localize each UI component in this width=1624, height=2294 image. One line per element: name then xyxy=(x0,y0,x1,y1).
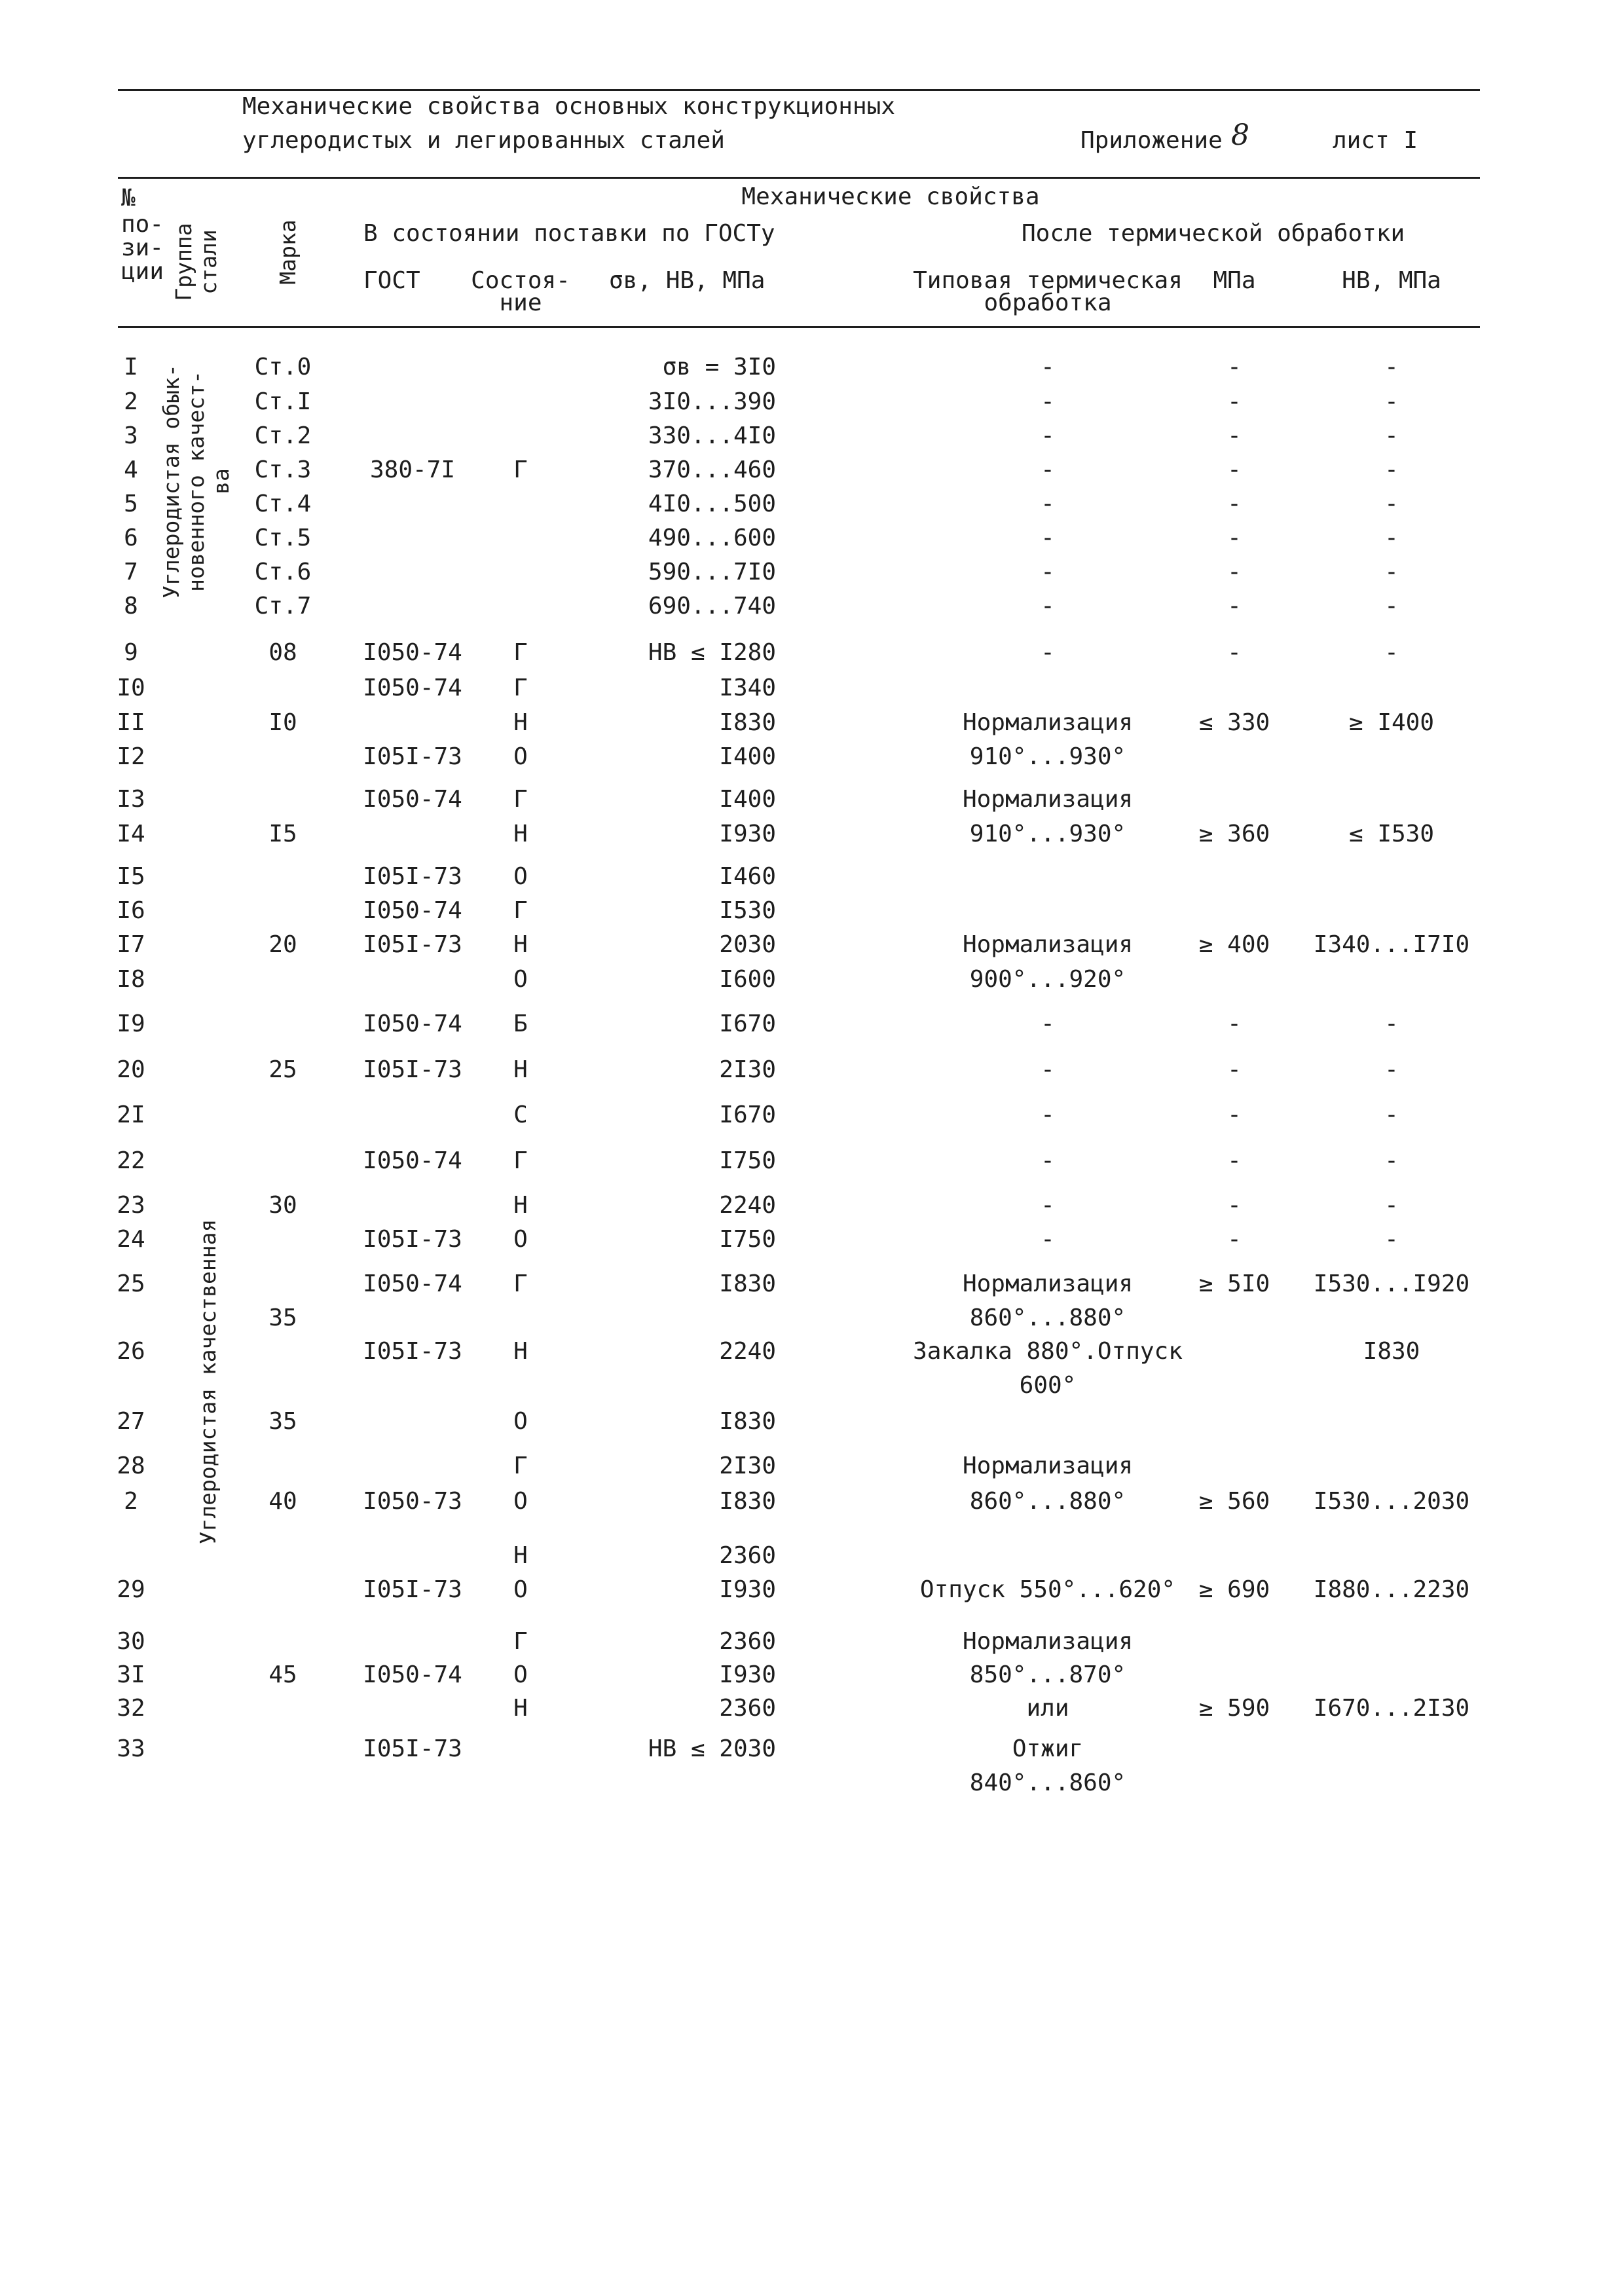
header-delivery-state: В состоянии поставки по ГОСТу xyxy=(363,220,775,247)
gost-standard: I050-74 xyxy=(363,1010,462,1037)
gost-standard: I05I-73 xyxy=(363,743,462,770)
row-number: 26 xyxy=(117,1338,145,1365)
delivery-state: О xyxy=(513,1661,528,1688)
strength-after-ht: - xyxy=(1227,354,1242,380)
delivery-state: Н xyxy=(513,709,528,736)
strength-hardness-value: 2030 xyxy=(719,931,776,958)
typical-heat-treatment: Отжиг xyxy=(1012,1735,1084,1762)
document-title-line-1: Механические свойства основных конструкционных xyxy=(242,93,895,120)
strength-after-ht: ≥ 360 xyxy=(1198,821,1270,847)
typical-heat-treatment: - xyxy=(1041,525,1055,551)
row-number: 5 xyxy=(124,490,138,517)
hardness-after-ht: ≥ I400 xyxy=(1348,709,1435,736)
hardness-after-ht: - xyxy=(1384,639,1399,666)
delivery-state: Н xyxy=(513,821,528,847)
strength-hardness-value: НВ ≤ I280 xyxy=(648,639,776,666)
row-number: 23 xyxy=(117,1192,145,1219)
header-mpa: МПа xyxy=(1213,267,1256,294)
hardness-after-ht: I880...2230 xyxy=(1313,1576,1470,1603)
typical-heat-treatment: - xyxy=(1041,1192,1055,1219)
typical-heat-treatment: - xyxy=(1041,639,1055,666)
strength-after-ht: - xyxy=(1227,422,1242,449)
row-number: 2 xyxy=(124,388,138,415)
document-title-line-2: углеродистых и легированных сталей xyxy=(242,127,725,154)
row-number: I2 xyxy=(117,743,145,770)
hardness-after-ht: - xyxy=(1384,559,1399,585)
gost-standard: I050-74 xyxy=(363,639,462,666)
typical-heat-treatment: Нормализация xyxy=(962,709,1134,736)
row-number: 8 xyxy=(124,593,138,620)
gost-standard: I050-74 xyxy=(363,1147,462,1174)
group-label-ordinary-line-2: новенного качест- xyxy=(183,371,209,592)
strength-hardness-value: I460 xyxy=(719,863,776,890)
strength-hardness-value: I670 xyxy=(719,1101,776,1128)
hardness-after-ht: I830 xyxy=(1363,1338,1420,1365)
strength-after-ht: - xyxy=(1227,1226,1242,1253)
row-number: I3 xyxy=(117,786,145,813)
typical-heat-treatment: - xyxy=(1041,1147,1055,1174)
typical-heat-treatment: Нормализация xyxy=(962,1452,1134,1479)
gost-standard: I050-74 xyxy=(363,897,462,924)
strength-hardness-value: 2I30 xyxy=(719,1452,776,1479)
row-number: I4 xyxy=(117,821,145,847)
row-number: 29 xyxy=(117,1576,145,1603)
typical-heat-treatment: 860°...880° xyxy=(969,1304,1126,1331)
hardness-after-ht: - xyxy=(1384,1226,1399,1253)
strength-after-ht: - xyxy=(1227,639,1242,666)
row-number: 33 xyxy=(117,1735,145,1762)
header-hb-mpa: НВ, МПа xyxy=(1342,267,1441,294)
strength-hardness-value: I830 xyxy=(719,1488,776,1515)
delivery-state: Г xyxy=(513,897,528,924)
typical-heat-treatment: - xyxy=(1041,422,1055,449)
delivery-state: Г xyxy=(513,675,528,701)
typical-heat-treatment: Нормализация xyxy=(962,1628,1134,1655)
gost-standard: I050-74 xyxy=(363,675,462,701)
strength-hardness-value: I400 xyxy=(719,786,776,813)
header-sigma-hb-mpa: σв, НВ, МПа xyxy=(609,267,766,294)
row-number: 22 xyxy=(117,1147,145,1174)
strength-after-ht: - xyxy=(1227,1010,1242,1037)
hardness-after-ht: - xyxy=(1384,1192,1399,1219)
delivery-state: С xyxy=(513,1101,528,1128)
delivery-state: Г xyxy=(513,1628,528,1655)
header-pos-line-4: ции xyxy=(121,258,164,285)
strength-after-ht: - xyxy=(1227,593,1242,620)
typical-heat-treatment: 860°...880° xyxy=(969,1488,1126,1515)
gost-standard: I050-74 xyxy=(363,786,462,813)
strength-after-ht: - xyxy=(1227,1147,1242,1174)
steel-grade: 20 xyxy=(268,931,297,958)
typical-heat-treatment: Отпуск 550°...620° xyxy=(919,1576,1176,1603)
row-number: 30 xyxy=(117,1628,145,1655)
steel-grade: I5 xyxy=(268,821,297,847)
strength-hardness-value: 2360 xyxy=(719,1542,776,1569)
steel-grade: 35 xyxy=(268,1408,297,1435)
steel-grade: I0 xyxy=(268,709,297,736)
hardness-after-ht: I670...2I30 xyxy=(1313,1695,1470,1722)
hardness-after-ht: - xyxy=(1384,525,1399,551)
strength-hardness-value: НВ ≤ 2030 xyxy=(648,1735,776,1762)
delivery-state: О xyxy=(513,1488,528,1515)
gost-standard: I050-74 xyxy=(363,1270,462,1297)
steel-grade: 40 xyxy=(268,1488,297,1515)
row-number: I7 xyxy=(117,931,145,958)
strength-hardness-value: I830 xyxy=(719,1270,776,1297)
sheet-number: лист I xyxy=(1333,127,1418,154)
delivery-state: О xyxy=(513,1226,528,1253)
group-label-ordinary-carbon xyxy=(159,364,234,599)
row-number: I0 xyxy=(117,675,145,701)
strength-hardness-value: I930 xyxy=(719,1661,776,1688)
strength-hardness-value: 3I0...390 xyxy=(648,388,776,415)
header-typical-ht-line-1: Типовая термическая xyxy=(913,267,1183,294)
delivery-state: Н xyxy=(513,1542,528,1569)
strength-hardness-value: σв = 3I0 xyxy=(662,354,776,380)
delivery-state: Н xyxy=(513,931,528,958)
strength-hardness-value: I340 xyxy=(719,675,776,701)
delivery-state: Г xyxy=(513,786,528,813)
hardness-after-ht: I530...2030 xyxy=(1313,1488,1470,1515)
header-group-line-1: Группа xyxy=(171,223,196,301)
strength-hardness-value: 370...460 xyxy=(648,456,776,483)
row-number: 28 xyxy=(117,1452,145,1479)
typical-heat-treatment: - xyxy=(1041,593,1055,620)
hardness-after-ht: - xyxy=(1384,354,1399,380)
gost-standard: I05I-73 xyxy=(363,931,462,958)
steel-grade: Ст.5 xyxy=(254,525,312,551)
strength-after-ht: - xyxy=(1227,525,1242,551)
steel-grade: Ст.3 xyxy=(254,456,312,483)
top-rule xyxy=(118,89,1480,91)
strength-hardness-value: 2360 xyxy=(719,1695,776,1722)
gost-standard: I050-73 xyxy=(363,1488,462,1515)
typical-heat-treatment: или xyxy=(1026,1695,1069,1722)
appendix-label: Приложение xyxy=(1080,127,1223,154)
strength-hardness-value: I830 xyxy=(719,1408,776,1435)
typical-heat-treatment: 840°...860° xyxy=(969,1769,1126,1796)
delivery-state: Н xyxy=(513,1338,528,1365)
row-number: 3 xyxy=(124,422,138,449)
header-state-line-2: ние xyxy=(499,289,542,316)
strength-hardness-value: I930 xyxy=(719,1576,776,1603)
hardness-after-ht: - xyxy=(1384,456,1399,483)
delivery-state: Н xyxy=(513,1056,528,1083)
typical-heat-treatment: Закалка 880°.Отпуск xyxy=(913,1338,1183,1365)
delivery-state: Г xyxy=(513,1147,528,1174)
delivery-state: О xyxy=(513,1408,528,1435)
strength-hardness-value: I750 xyxy=(719,1226,776,1253)
row-number: I6 xyxy=(117,897,145,924)
steel-grade: Ст.7 xyxy=(254,593,312,620)
hardness-after-ht: - xyxy=(1384,490,1399,517)
gost-standard: I050-74 xyxy=(363,1661,462,1688)
typical-heat-treatment: - xyxy=(1041,559,1055,585)
header-bottom-rule xyxy=(118,326,1480,328)
row-number: 7 xyxy=(124,559,138,585)
strength-after-ht: ≥ 5I0 xyxy=(1198,1270,1270,1297)
delivery-state: О xyxy=(513,966,528,993)
steel-grade: 30 xyxy=(268,1192,297,1219)
row-number: 4 xyxy=(124,456,138,483)
typical-heat-treatment: Нормализация xyxy=(962,1270,1134,1297)
header-pos-line-2: по- xyxy=(121,211,164,238)
steel-grade: 08 xyxy=(268,639,297,666)
steel-grade: Ст.0 xyxy=(254,354,312,380)
row-number: I8 xyxy=(117,966,145,993)
typical-heat-treatment: - xyxy=(1041,1010,1055,1037)
row-number: I9 xyxy=(117,1010,145,1037)
delivery-state: О xyxy=(513,1576,528,1603)
header-mechanical-properties: Механические свойства xyxy=(741,183,1040,210)
group-label-quality-carbon: Углеродистая качественная xyxy=(195,1219,221,1545)
typical-heat-treatment: - xyxy=(1041,1101,1055,1128)
strength-after-ht: - xyxy=(1227,388,1242,415)
strength-hardness-value: I750 xyxy=(719,1147,776,1174)
gost-standard: I05I-73 xyxy=(363,863,462,890)
typical-heat-treatment: - xyxy=(1041,1056,1055,1083)
row-number: I5 xyxy=(117,863,145,890)
delivery-state: Н xyxy=(513,1192,528,1219)
strength-after-ht: - xyxy=(1227,1101,1242,1128)
header-group-line-2: стали xyxy=(196,229,221,295)
typical-heat-treatment: - xyxy=(1041,456,1055,483)
strength-hardness-value: 4I0...500 xyxy=(648,490,776,517)
hardness-after-ht: I340...I7I0 xyxy=(1313,931,1470,958)
row-number: 24 xyxy=(117,1226,145,1253)
typical-heat-treatment: 600° xyxy=(1019,1372,1077,1399)
typical-heat-treatment: - xyxy=(1041,490,1055,517)
typical-heat-treatment: Нормализация xyxy=(962,931,1134,958)
steel-grade: Ст.6 xyxy=(254,559,312,585)
header-typical-ht-line-2: обработка xyxy=(984,289,1112,316)
strength-hardness-value: I670 xyxy=(719,1010,776,1037)
hardness-after-ht: - xyxy=(1384,1010,1399,1037)
typical-heat-treatment: 910°...930° xyxy=(969,743,1126,770)
delivery-state: Г xyxy=(513,639,528,666)
gost-standard: I05I-73 xyxy=(363,1338,462,1365)
gost-standard: I05I-73 xyxy=(363,1056,462,1083)
row-number: 6 xyxy=(124,525,138,551)
hardness-after-ht: I530...I920 xyxy=(1313,1270,1470,1297)
strength-after-ht: ≥ 400 xyxy=(1198,931,1270,958)
delivery-state: Г xyxy=(513,1270,528,1297)
strength-hardness-value: I830 xyxy=(719,709,776,736)
row-number: 27 xyxy=(117,1408,145,1435)
typical-heat-treatment: - xyxy=(1041,1226,1055,1253)
row-number: 2I xyxy=(117,1101,145,1128)
row-number: II xyxy=(117,709,145,736)
strength-after-ht: ≥ 590 xyxy=(1198,1695,1270,1722)
appendix-number: 8 xyxy=(1231,119,1249,152)
strength-hardness-value: I400 xyxy=(719,743,776,770)
strength-after-ht: - xyxy=(1227,1192,1242,1219)
gost-standard: I05I-73 xyxy=(363,1735,462,1762)
header-grade: Марка xyxy=(275,219,301,285)
header-pos-no: № xyxy=(121,185,136,212)
row-number: 3I xyxy=(117,1661,145,1688)
strength-after-ht: - xyxy=(1227,456,1242,483)
gost-standard: I05I-73 xyxy=(363,1226,462,1253)
typical-heat-treatment: - xyxy=(1041,388,1055,415)
header-group xyxy=(172,223,221,301)
steel-grade: 25 xyxy=(268,1056,297,1083)
header-state-line-1: Состоя- xyxy=(471,267,570,294)
hardness-after-ht: - xyxy=(1384,1056,1399,1083)
strength-after-ht: - xyxy=(1227,490,1242,517)
strength-after-ht: - xyxy=(1227,559,1242,585)
strength-hardness-value: 690...740 xyxy=(648,593,776,620)
strength-hardness-value: 330...4I0 xyxy=(648,422,776,449)
hardness-after-ht: ≤ I530 xyxy=(1348,821,1435,847)
delivery-state: О xyxy=(513,743,528,770)
header-after-heat-treatment: После термической обработки xyxy=(1022,220,1405,247)
group-label-ordinary-line-1: Углеродистая обык- xyxy=(158,364,184,599)
delivery-state: Б xyxy=(513,1010,528,1037)
strength-hardness-value: 590...7I0 xyxy=(648,559,776,585)
row-number: 9 xyxy=(124,639,138,666)
typical-heat-treatment: 910°...930° xyxy=(969,821,1126,847)
strength-hardness-value: 2360 xyxy=(719,1628,776,1655)
row-number: 20 xyxy=(117,1056,145,1083)
header-top-rule xyxy=(118,177,1480,179)
strength-after-ht: ≤ 330 xyxy=(1198,709,1270,736)
strength-hardness-value: I930 xyxy=(719,821,776,847)
strength-after-ht: ≥ 560 xyxy=(1198,1488,1270,1515)
group-label-ordinary-line-3: ва xyxy=(208,468,234,494)
steel-grade: Ст.2 xyxy=(254,422,312,449)
strength-hardness-value: 2240 xyxy=(719,1338,776,1365)
typical-heat-treatment: 850°...870° xyxy=(969,1661,1126,1688)
row-number: 2 xyxy=(124,1488,138,1515)
strength-hardness-value: I530 xyxy=(719,897,776,924)
row-number: 25 xyxy=(117,1270,145,1297)
header-gost: ГОСТ xyxy=(363,267,420,294)
strength-hardness-value: 2I30 xyxy=(719,1056,776,1083)
row-number: 32 xyxy=(117,1695,145,1722)
steel-grade: 35 xyxy=(268,1304,297,1331)
hardness-after-ht: - xyxy=(1384,422,1399,449)
header-pos-line-3: зи- xyxy=(121,234,164,261)
steel-grade: Ст.I xyxy=(254,388,312,415)
gost-standard: 380-7I xyxy=(369,456,456,483)
delivery-state: О xyxy=(513,863,528,890)
hardness-after-ht: - xyxy=(1384,593,1399,620)
row-number: I xyxy=(124,354,138,380)
steel-grade: 45 xyxy=(268,1661,297,1688)
hardness-after-ht: - xyxy=(1384,1101,1399,1128)
typical-heat-treatment: 900°...920° xyxy=(969,966,1126,993)
delivery-state: Н xyxy=(513,1695,528,1722)
steel-grade: Ст.4 xyxy=(254,490,312,517)
typical-heat-treatment: - xyxy=(1041,354,1055,380)
strength-after-ht: ≥ 690 xyxy=(1198,1576,1270,1603)
strength-hardness-value: 490...600 xyxy=(648,525,776,551)
gost-standard: I05I-73 xyxy=(363,1576,462,1603)
delivery-state: Г xyxy=(513,1452,528,1479)
strength-hardness-value: I600 xyxy=(719,966,776,993)
strength-hardness-value: 2240 xyxy=(719,1192,776,1219)
hardness-after-ht: - xyxy=(1384,388,1399,415)
delivery-state: Г xyxy=(513,456,528,483)
strength-after-ht: - xyxy=(1227,1056,1242,1083)
hardness-after-ht: - xyxy=(1384,1147,1399,1174)
typical-heat-treatment: Нормализация xyxy=(962,786,1134,813)
